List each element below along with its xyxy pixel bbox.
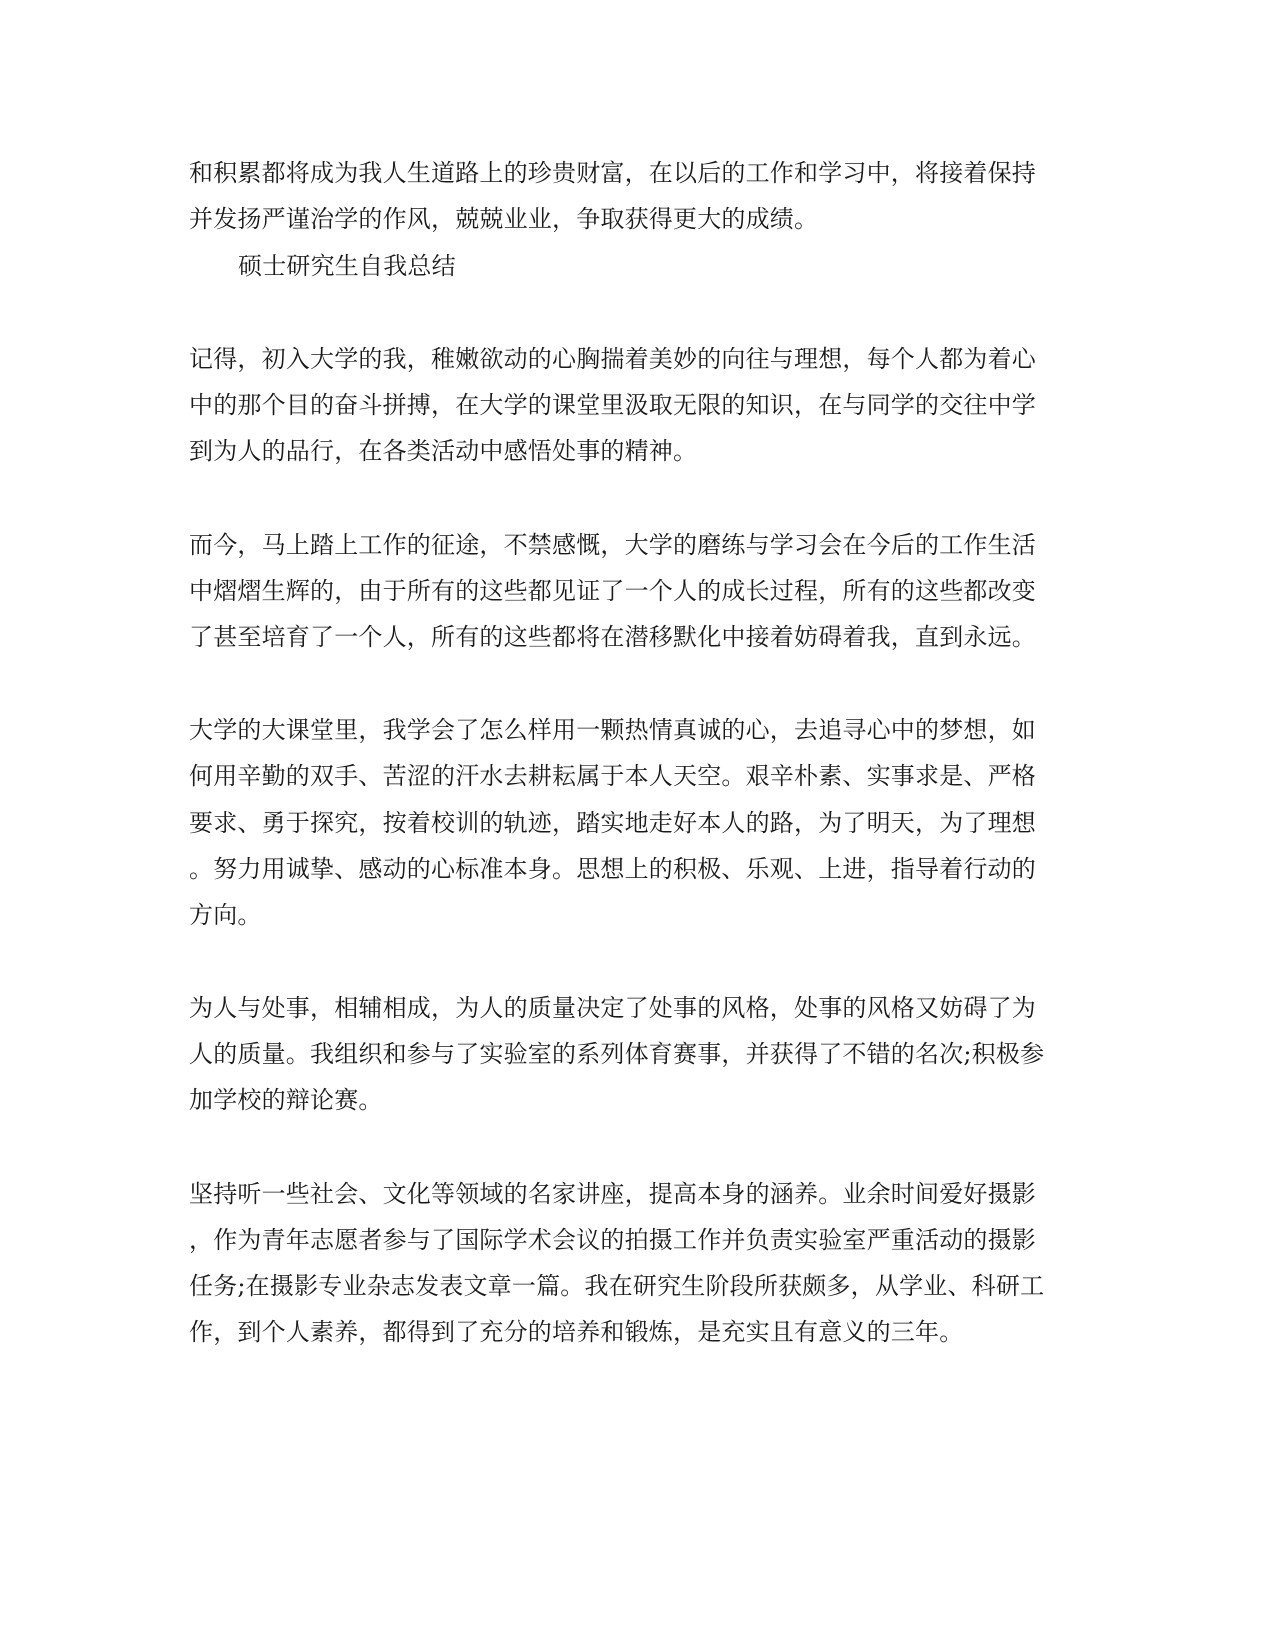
para4-line-1: 为人与处事，相辅相成，为人的质量决定了处事的风格，处事的风格又妨碍了为	[189, 994, 1036, 1022]
intro-line-2: 并发扬严谨治学的作风，兢兢业业，争取获得更大的成绩。	[189, 205, 819, 233]
para3-line-1: 大学的大课堂里，我学会了怎么样用一颗热情真诚的心，去追寻心中的梦想，如	[189, 716, 1036, 744]
para4-line-2: 人的质量。我组织和参与了实验室的系列体育赛事，并获得了不错的名次;积极参	[189, 1040, 1045, 1068]
para2-line-1: 而今，马上踏上工作的征途，不禁感慨，大学的磨练与学习会在今后的工作生活	[189, 531, 1036, 559]
para3-line-2: 何用辛勤的双手、苦涩的汗水去耕耘属于本人天空。艰辛朴素、实事求是、严格	[189, 762, 1036, 790]
section-title: 硕士研究生自我总结	[238, 252, 456, 280]
para1-line-3: 到为人的品行，在各类活动中感悟处事的精神。	[189, 437, 698, 465]
intro-line-1: 和积累都将成为我人生道路上的珍贵财富，在以后的工作和学习中，将接着保持	[189, 159, 1036, 187]
para5-line-4: 作，到个人素养，都得到了充分的培养和锻炼，是充实且有意义的三年。	[189, 1318, 964, 1346]
para3-line-4: 。努力用诚挚、感动的心标准本身。思想上的积极、乐观、上进，指导着行动的	[189, 855, 1036, 883]
para2-line-2: 中熠熠生辉的，由于所有的这些都见证了一个人的成长过程，所有的这些都改变	[189, 577, 1036, 605]
para4-line-3: 加学校的辩论赛。	[189, 1086, 383, 1114]
para5-line-3: 任务;在摄影专业杂志发表文章一篇。我在研究生阶段所获颇多，从学业、科研工	[189, 1272, 1045, 1300]
para1-line-2: 中的那个目的奋斗拼搏，在大学的课堂里汲取无限的知识，在与同学的交往中学	[189, 391, 1036, 419]
para3-line-5: 方向。	[189, 901, 262, 929]
para5-line-1: 坚持听一些社会、文化等领域的名家讲座，提高本身的涵养。业余时间爱好摄影	[189, 1180, 1036, 1208]
para1-line-1: 记得，初入大学的我，稚嫩欲动的心胸揣着美妙的向往与理想，每个人都为着心	[189, 345, 1036, 373]
para2-line-3: 了甚至培育了一个人，所有的这些都将在潜移默化中接着妨碍着我，直到永远。	[189, 623, 1036, 651]
para3-line-3: 要求、勇于探究，按着校训的轨迹，踏实地走好本人的路，为了明天，为了理想	[189, 809, 1036, 837]
para5-line-2: ，作为青年志愿者参与了国际学术会议的拍摄工作并负责实验室严重活动的摄影	[189, 1226, 1036, 1254]
